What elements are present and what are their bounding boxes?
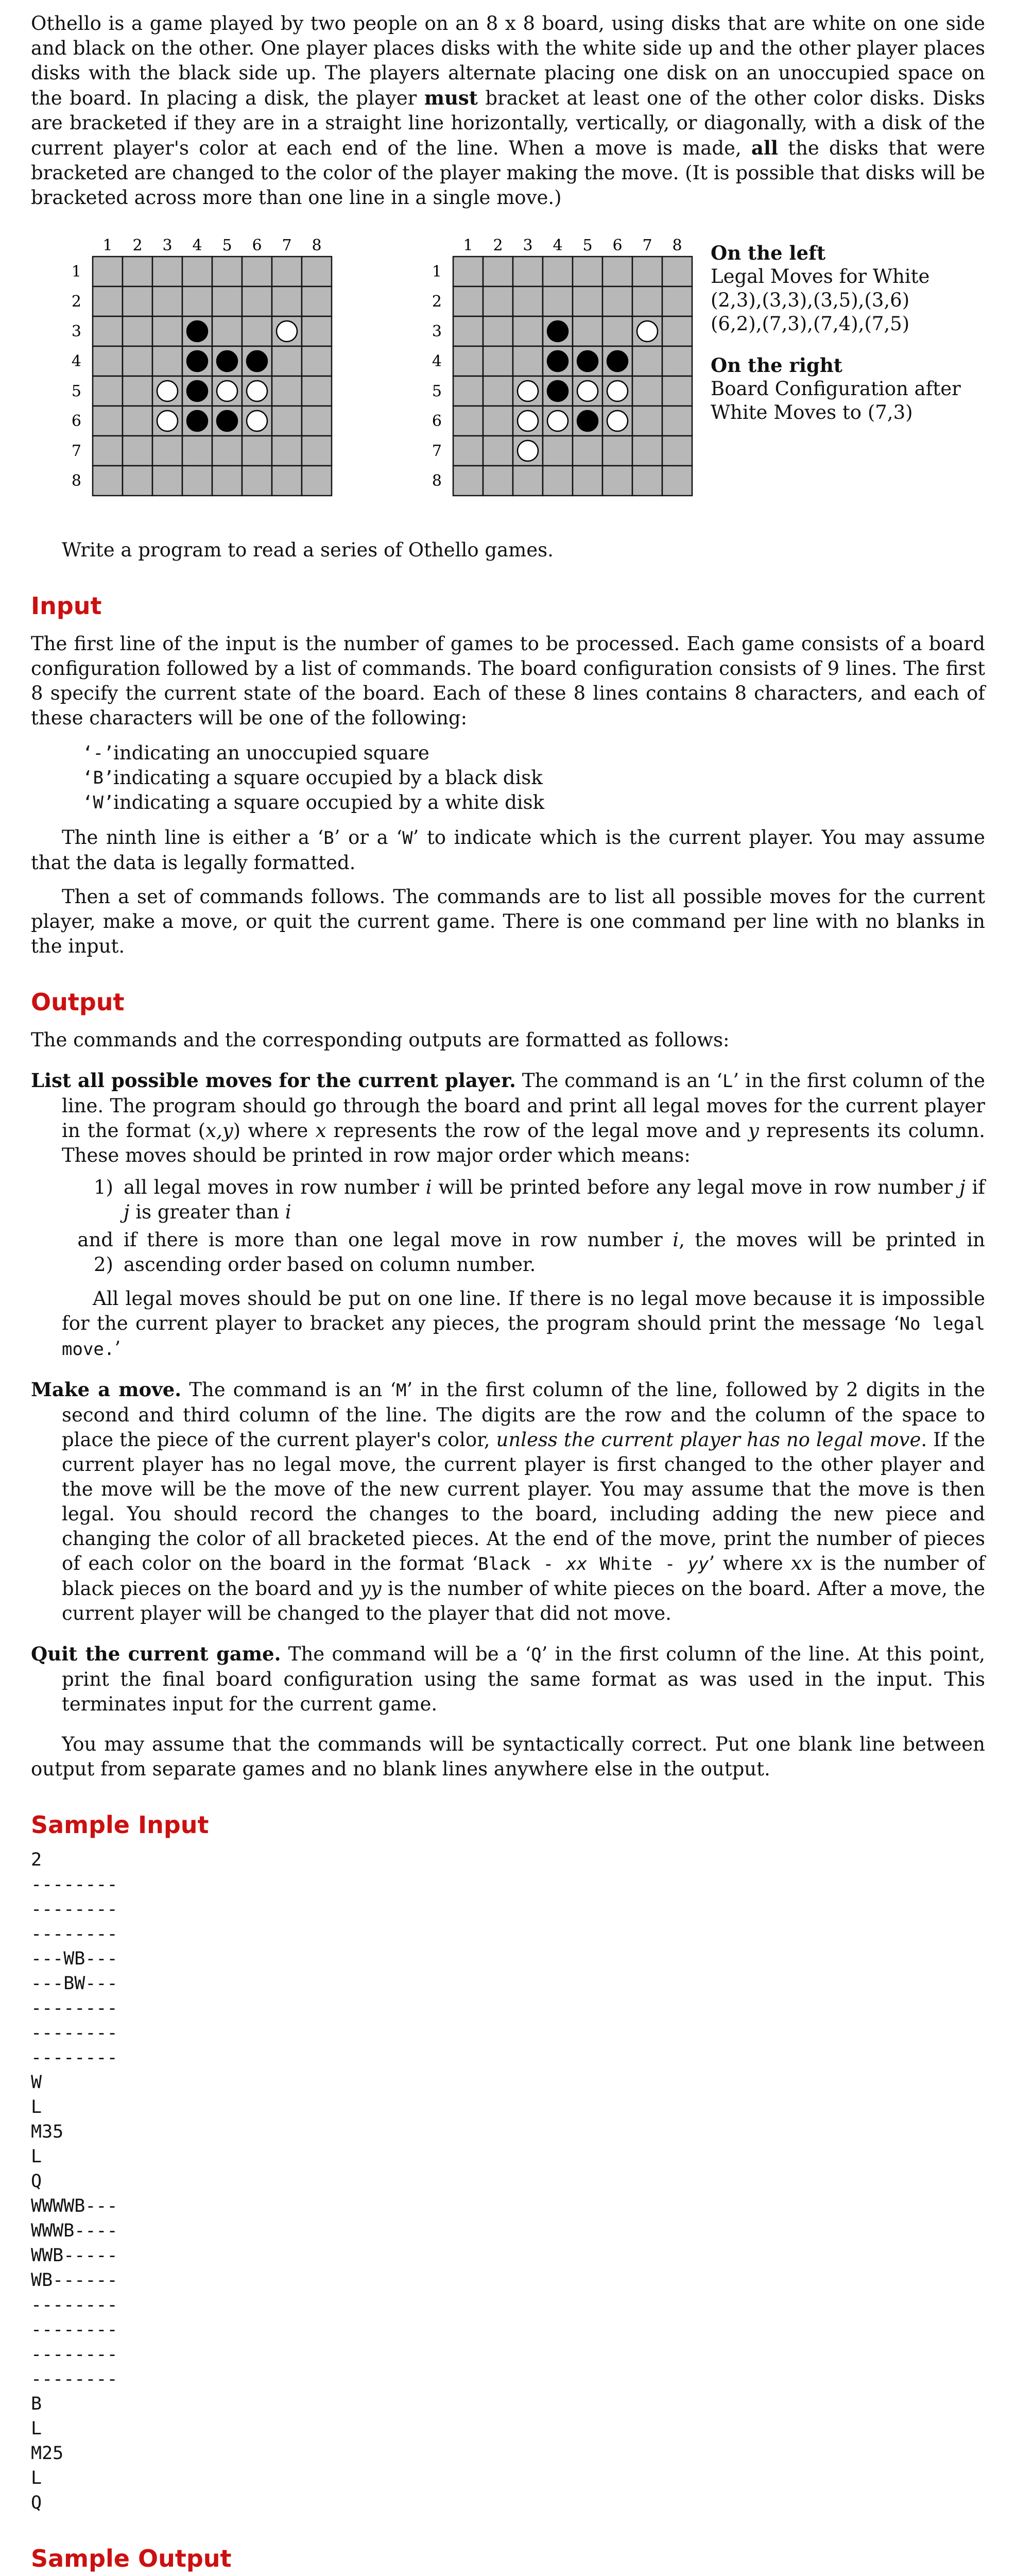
board-square	[212, 257, 242, 286]
board-square	[662, 286, 692, 316]
board-square	[182, 466, 212, 496]
board-square	[483, 406, 513, 436]
char-description: indicating a square occupied by a white disk	[113, 791, 545, 814]
code-line: WWWWB---	[31, 2196, 118, 2216]
board-square	[602, 257, 632, 286]
board-square	[483, 376, 513, 406]
col-label: 4	[553, 236, 563, 255]
white-disk	[518, 381, 538, 401]
sample-output-heading: Sample Output	[31, 2545, 232, 2572]
board-square	[272, 436, 302, 466]
code-line: Q	[31, 2493, 42, 2513]
board-square	[212, 286, 242, 316]
sample-input-heading: Sample Input	[31, 1811, 209, 1839]
board-square	[302, 316, 332, 346]
col-label: 6	[252, 236, 262, 255]
board-square	[242, 316, 272, 346]
board-square	[123, 436, 152, 466]
intro-text: the disks that were bracketed are changed to the color of the player making the move. (It is possible that disks will be bracketed across more than one line in a single move.)	[31, 137, 985, 209]
board-square	[272, 346, 302, 376]
command-list	[31, 1068, 985, 1717]
code-line: ---WB---	[31, 1948, 118, 1969]
row-label: 1	[432, 263, 442, 281]
board-square	[602, 466, 632, 496]
white-disk	[518, 411, 538, 431]
board-square	[123, 466, 152, 496]
board-square	[123, 316, 152, 346]
board-square	[483, 286, 513, 316]
code-line: ---BW---	[31, 1973, 118, 1994]
board-square	[453, 346, 483, 376]
board-right	[412, 231, 721, 519]
row-label: 2	[71, 293, 81, 311]
char-list	[82, 741, 985, 815]
char-symbol: ‘W’	[82, 792, 114, 813]
board-square	[453, 316, 483, 346]
board-square	[152, 286, 182, 316]
board-square	[123, 286, 152, 316]
black-disk	[247, 351, 267, 371]
board-square	[602, 436, 632, 466]
board-square	[662, 436, 692, 466]
caption-right-title: On the right	[711, 354, 842, 377]
char-description: indicating a square occupied by a black disk	[113, 767, 543, 789]
col-label: 8	[312, 236, 322, 255]
black-disk	[607, 351, 628, 371]
white-disk	[247, 381, 267, 401]
task-sentence: Write a program to read a series of Othello games.	[62, 539, 554, 561]
col-label: 5	[222, 236, 232, 255]
row-label: 6	[71, 412, 81, 430]
input-paragraph-ninth: The ninth line is either a ‘B’ or a ‘W’ to indicate which is the current player. You may assume that the data is legally formatted.	[31, 826, 986, 874]
code-line: L	[31, 2418, 42, 2439]
board-square	[242, 257, 272, 286]
code-line: Q	[31, 2171, 42, 2192]
code-line: --------	[31, 2344, 118, 2365]
row-label: 2	[432, 293, 442, 311]
white-disk	[157, 411, 178, 431]
code-line: --------	[31, 2023, 118, 2043]
white-disk	[217, 381, 237, 401]
row-label: 7	[71, 442, 81, 460]
black-disk	[187, 381, 208, 401]
white-disk	[607, 381, 628, 401]
command-list-moves: List all possible moves for the current player. The command is an ‘L’ in the first column of the line. The program should go through the board and print all legal moves for the current player in the format (x,y) where x represents the row of the legal move and y represents its column. These moves should be printed in row major order which means:	[31, 1069, 986, 1166]
board-square	[632, 436, 662, 466]
code-line: WWB-----	[31, 2245, 118, 2266]
board-square	[513, 466, 543, 496]
board-square	[302, 286, 332, 316]
code-line: --------	[31, 2369, 118, 2389]
col-label: 2	[493, 236, 503, 255]
board-square	[182, 436, 212, 466]
row-label: 8	[71, 472, 81, 490]
row-label: 8	[432, 472, 442, 490]
command-make-move: Make a move. The command is an ‘M’ in the first column of the line, followed by 2 digits in the second and third column of the line. The digits are the row and the column of the space to place the piece of the current player's color, unless the current player has no legal move. If the current player has no legal move, the current player is first changed to the other player and the move will be the move of the new current player. You may assume that the move is then legal. You should record the changes to the board, including adding the new piece and changing the color of all bracketed pieces. At the end of the move, print the number of pieces of each color on the board in the format ‘Black - xx White - yy’ where xx is the number of black pieces on the board and yy is the number of white pieces on the board. After a move, the current player will be changed to the player that did not move.	[31, 1378, 986, 1624]
black-disk	[547, 381, 568, 401]
caption-left-line: Legal Moves for White	[711, 265, 930, 287]
board-square	[242, 436, 272, 466]
caption-left-line: (2,3),(3,3),(3,5),(3,6)	[711, 289, 910, 311]
caption-left-title: On the left	[711, 242, 826, 264]
col-label: 4	[192, 236, 202, 255]
board-square	[513, 286, 543, 316]
problem-statement	[31, 0, 985, 2576]
board-square	[272, 257, 302, 286]
row-label: 3	[432, 323, 442, 341]
col-label: 2	[132, 236, 143, 255]
col-label: 3	[162, 236, 173, 255]
char-list-item	[82, 741, 985, 766]
black-disk	[577, 351, 598, 371]
code-line: --------	[31, 1874, 118, 1895]
board-square	[302, 466, 332, 496]
board-square	[242, 286, 272, 316]
ordering-rules	[62, 1175, 985, 1277]
black-disk	[217, 411, 237, 431]
input-heading: Input	[31, 592, 102, 620]
ordering-rule: 1) all legal moves in row number i will be printed before any legal move in row number j if j is greater than i	[94, 1176, 985, 1223]
black-disk	[187, 321, 208, 342]
board-square	[513, 257, 543, 286]
white-disk	[577, 381, 598, 401]
col-label: 3	[523, 236, 533, 255]
sample-input-block	[31, 1848, 985, 2515]
board-square	[573, 436, 602, 466]
board-square	[123, 406, 152, 436]
char-list-item	[82, 790, 985, 815]
board-square	[272, 466, 302, 496]
board-square	[483, 257, 513, 286]
command-quit: Quit the current game. The command will be a ‘Q’ in the first column of the line. At this point, print the final board configuration using the same format as was used in the input. This terminates input for the current game.	[31, 1642, 985, 1715]
black-disk	[547, 351, 568, 371]
black-disk	[217, 351, 237, 371]
board-square	[123, 346, 152, 376]
board-square	[152, 257, 182, 286]
code-line: WB------	[31, 2270, 118, 2291]
output-paragraph: The commands and the corresponding outputs are formatted as follows:	[31, 1029, 730, 1051]
code-line: L	[31, 2097, 42, 2117]
white-disk	[518, 440, 538, 461]
output-final-paragraph: You may assume that the commands will be syntactically correct. Put one blank line between output from separate games and no blank lines anywhere else in the output.	[31, 1733, 985, 1780]
board-square	[302, 406, 332, 436]
ordering-rule: and 2) if there is more than one legal move in row number i, the moves will be printed in ascending order based on column number.	[77, 1229, 985, 1276]
row-label: 1	[71, 263, 81, 281]
char-symbol: ‘B’	[82, 768, 114, 788]
char-symbol: ‘-’	[82, 743, 114, 764]
intro-paragraph	[31, 11, 985, 210]
board-square	[632, 406, 662, 436]
board-square	[662, 346, 692, 376]
black-disk	[187, 411, 208, 431]
board-figure	[31, 231, 985, 519]
col-label: 6	[612, 236, 623, 255]
row-label: 5	[71, 382, 81, 400]
black-disk	[547, 321, 568, 342]
board-square	[242, 466, 272, 496]
no-legal-move-paragraph: All legal moves should be put on one line. If there is no legal move because it is impossible for the current player to bracket any pieces, the program should print the message ‘No legal move.’	[62, 1287, 985, 1360]
board-square	[662, 257, 692, 286]
board-square	[602, 286, 632, 316]
board-square	[483, 436, 513, 466]
board-square	[212, 436, 242, 466]
output-heading: Output	[31, 988, 125, 1016]
black-disk	[577, 411, 598, 431]
board-square	[573, 286, 602, 316]
code-line: M35	[31, 2122, 64, 2142]
code-line: M25	[31, 2443, 64, 2464]
code-line: L	[31, 2468, 42, 2488]
code-line: 2	[31, 1850, 42, 1870]
figure-caption	[711, 241, 961, 425]
caption-right-line: White Moves to (7,3)	[711, 401, 913, 423]
board-square	[272, 376, 302, 406]
intro-emphasis-all: all	[751, 137, 778, 159]
board-square	[302, 436, 332, 466]
board-square	[483, 346, 513, 376]
board-square	[453, 376, 483, 406]
board-square	[302, 376, 332, 406]
col-label: 5	[582, 236, 593, 255]
code-line: --------	[31, 2047, 118, 2068]
board-square	[93, 286, 123, 316]
col-label: 7	[282, 236, 292, 255]
board-square	[93, 376, 123, 406]
char-description: indicating an unoccupied square	[113, 742, 429, 764]
intro-text: bracket at least one of the other color disks. Disks are bracketed if they are in a straight line horizontally, vertically, or diagonally, with a disk of the current player's color at each end of the line. When a move is made,	[31, 87, 985, 159]
caption-right-line: Board Configuration after	[711, 378, 961, 400]
board-square	[543, 466, 573, 496]
board-square	[453, 257, 483, 286]
code-line: L	[31, 2146, 42, 2167]
board-square	[453, 286, 483, 316]
board-square	[182, 257, 212, 286]
board-square	[302, 346, 332, 376]
board-square	[632, 286, 662, 316]
board-square	[93, 466, 123, 496]
board-square	[453, 436, 483, 466]
board-square	[573, 257, 602, 286]
board-square	[123, 376, 152, 406]
board-square	[453, 406, 483, 436]
intro-emphasis-must: must	[424, 87, 478, 109]
code-line: --------	[31, 2295, 118, 2315]
col-label: 1	[102, 236, 113, 255]
white-disk	[547, 411, 568, 431]
board-square	[483, 316, 513, 346]
board-square	[272, 406, 302, 436]
board-square	[93, 316, 123, 346]
board-square	[212, 466, 242, 496]
code-line: WWWB----	[31, 2221, 118, 2241]
row-label: 4	[432, 352, 442, 370]
col-label: 7	[642, 236, 652, 255]
board-square	[573, 466, 602, 496]
board-square	[152, 316, 182, 346]
code-line: --------	[31, 2319, 118, 2340]
char-list-item	[82, 766, 985, 790]
board-square	[543, 436, 573, 466]
white-disk	[277, 321, 297, 342]
board-square	[272, 286, 302, 316]
board-square	[93, 257, 123, 286]
board-square	[632, 466, 662, 496]
board-square	[123, 257, 152, 286]
board-left	[51, 231, 360, 519]
board-square	[453, 466, 483, 496]
white-disk	[637, 321, 658, 342]
board-square	[513, 346, 543, 376]
row-label: 5	[432, 382, 442, 400]
board-square	[93, 406, 123, 436]
col-label: 8	[672, 236, 682, 255]
board-square	[573, 316, 602, 346]
code-line: --------	[31, 1924, 118, 1944]
board-square	[182, 286, 212, 316]
intro-text: Othello is a game played by two people on an 8 x 8 board, using disks that are white on one side and black on the other. One player places disks with the white side up and the other player places disks with the black side up. The players alternate placing one disk on an unoccupied space on the board. In placing a disk, the player	[31, 12, 985, 109]
board-square	[543, 257, 573, 286]
row-label: 3	[71, 323, 81, 341]
board-square	[513, 316, 543, 346]
board-square	[632, 346, 662, 376]
row-label: 7	[432, 442, 442, 460]
input-paragraph: The first line of the input is the number of games to be processed. Each game consists of a board configuration followed by a list of commands. The board configuration consists of 9 lines. The first 8 specify the current state of the board. Each of these 8 lines contains 8 characters, and each of these characters will be one of the following:	[31, 633, 985, 729]
board-square	[662, 316, 692, 346]
white-disk	[607, 411, 628, 431]
board-square	[632, 257, 662, 286]
board-square	[212, 316, 242, 346]
board-square	[632, 376, 662, 406]
col-label: 1	[463, 236, 473, 255]
board-square	[302, 257, 332, 286]
board-square	[93, 436, 123, 466]
input-paragraph-commands: Then a set of commands follows. The commands are to list all possible moves for the current player, make a move, or quit the current game. There is one command per line with no blanks in the input.	[31, 886, 985, 957]
board-square	[602, 316, 632, 346]
board-square	[543, 286, 573, 316]
code-line: --------	[31, 1998, 118, 2019]
board-square	[93, 346, 123, 376]
white-disk	[247, 411, 267, 431]
row-label: 4	[71, 352, 81, 370]
board-square	[662, 406, 692, 436]
board-square	[152, 436, 182, 466]
board-square	[662, 376, 692, 406]
black-disk	[187, 351, 208, 371]
white-disk	[157, 381, 178, 401]
code-line: W	[31, 2072, 42, 2093]
code-line: B	[31, 2394, 42, 2414]
board-square	[152, 346, 182, 376]
row-label: 6	[432, 412, 442, 430]
caption-left-line: (6,2),(7,3),(7,4),(7,5)	[711, 313, 910, 335]
code-line: --------	[31, 1899, 118, 1920]
board-square	[152, 466, 182, 496]
board-square	[662, 466, 692, 496]
board-square	[483, 466, 513, 496]
